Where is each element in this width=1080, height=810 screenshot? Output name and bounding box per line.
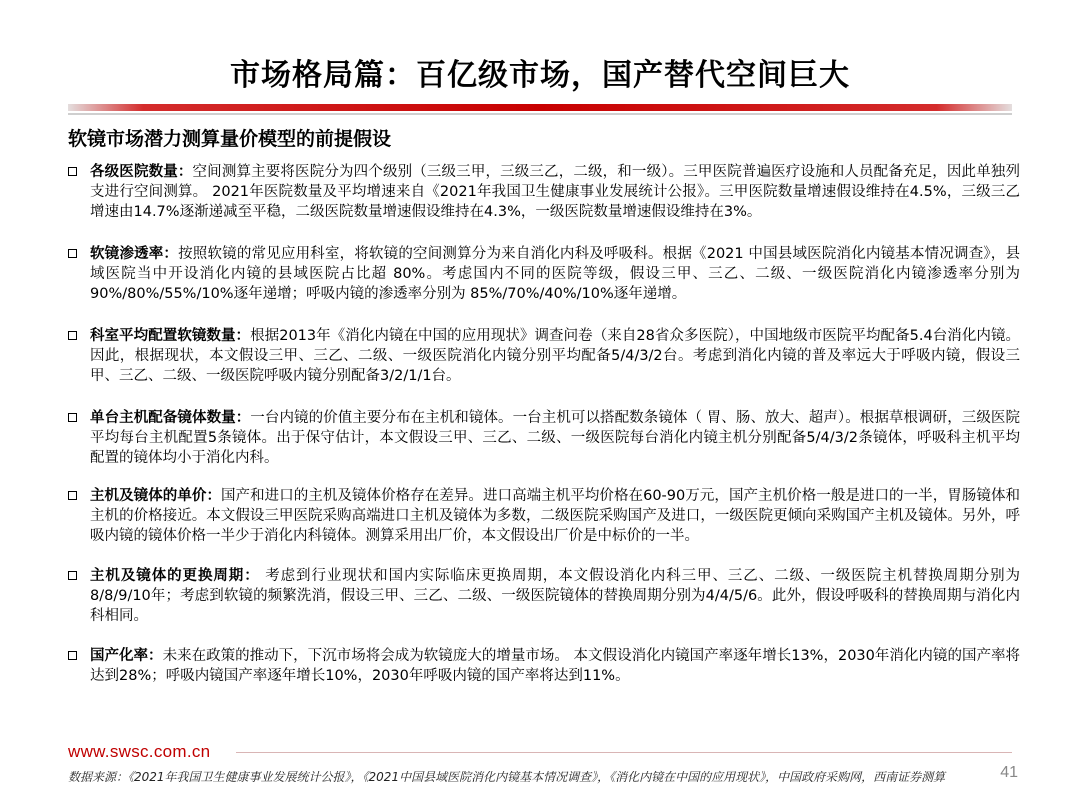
title-divider-grey	[68, 113, 1012, 115]
footer-divider	[236, 752, 1012, 753]
assumption-scope-count	[68, 326, 1020, 386]
item-heading: 科室平均配置软镜数量：	[90, 328, 251, 344]
assumption-unit-price	[68, 486, 1020, 546]
item-heading: 软镜渗透率：	[90, 246, 179, 262]
footer-website-link[interactable]: www.swsc.com.cn	[68, 742, 211, 761]
assumption-replacement-cycle	[68, 566, 1020, 626]
footer-data-source: 数据来源：《2021年我国卫生健康事业发展统计公报》，《2021中国县域医院消化内镜基本情况调查》，《消化内镜在中国的应用现状》，中国政府采购网，西南证券测算	[68, 770, 946, 784]
checkbox-bullet-icon	[68, 249, 77, 258]
assumption-scopes-per-host	[68, 408, 1020, 468]
section-subtitle: 软镜市场潜力测算量价模型的前提假设	[68, 128, 392, 150]
item-text: 根据2013年《消化内镜在中国的应用现状》调查问卷（来自28省众多医院），中国地级市医院平均配备5.4台消化内镜。因此，根据现状，本文假设三甲、三乙、二级、一级医院消化内镜分别平均配备5/4/3/2台。考虑到消化内镜的普及率远大于呼吸内镜，假设三甲、三乙、二级、一级医院呼吸内镜分别配备3/2/1/1台。	[90, 328, 1020, 384]
page-title: 市场格局篇：百亿级市场，国产替代空间巨大	[230, 58, 850, 93]
item-text: 国产和进口的主机及镜体价格存在差异。进口高端主机平均价格在60-90万元，国产主机价格一般是进口的一半，胃肠镜体和主机的价格接近。本文假设三甲医院采购高端进口主机及镜体为多数，二级医院采购国产及进口，一级医院更倾向采购国产主机及镜体。另外，呼吸内镜的镜体价格一半少于消化内科镜体。测算采用出厂价，本文假设出厂价是中标价的一半。	[90, 488, 1020, 544]
checkbox-bullet-icon	[68, 331, 77, 340]
item-heading: 主机及镜体的更换周期：	[90, 568, 260, 584]
title-divider-red	[68, 104, 1012, 111]
checkbox-bullet-icon	[68, 491, 77, 500]
item-heading: 单台主机配备镜体数量：	[90, 410, 251, 426]
item-heading: 国产化率：	[90, 648, 163, 664]
item-text: 一台内镜的价值主要分布在主机和镜体。一台主机可以搭配数条镜体（ 胃、肠、放大、超声）。根据草根调研，三级医院平均每台主机配置5条镜体。出于保守估计，本文假设三甲、三乙、二级、一级医院每台消化内镜主机分别配备5/4/3/2条镜体，呼吸科主机平均配置的镜体均小于消化内科。	[90, 410, 1020, 466]
item-heading: 各级医院数量：	[90, 164, 193, 180]
item-text: 空间测算主要将医院分为四个级别（三级三甲，三级三乙，二级，和一级）。三甲医院普遍医疗设施和人员配备充足，因此单独列支进行空间测算。 2021年医院数量及平均增速来自《2021年我国卫生健康事业发展统计公报》。三甲医院数量增速假设维持在4.5%，三级三乙增速由14.7%逐渐递减至平稳，二级医院数量增速假设维持在4.3%，一级医院数量增速假设维持在3%。	[90, 164, 1020, 220]
assumption-hospital-count	[68, 162, 1020, 222]
checkbox-bullet-icon	[68, 167, 77, 176]
checkbox-bullet-icon	[68, 413, 77, 422]
checkbox-bullet-icon	[68, 651, 77, 660]
item-text: 未来在政策的推动下，下沉市场将会成为软镜庞大的增量市场。 本文假设消化内镜国产率逐年增长13%，2030年消化内镜的国产率将达到28%；呼吸内镜国产率逐年增长10%，2030年呼吸内镜的国产率将达到11%。	[90, 648, 1020, 684]
assumption-list	[68, 162, 1020, 686]
item-text: 按照软镜的常见应用科室，将软镜的空间测算分为来自消化内科及呼吸科。根据《2021 中国县域医院消化内镜基本情况调查》，县域医院当中开设消化内镜的县域医院占比超 80%。考虑国内不同的医院等级，假设三甲、三乙、二级、一级医院消化内镜渗透率分别为90%/80%/55%/10%逐年递增；呼吸内镜的渗透率分别为 85%/70%/40%/10%逐年递增。	[90, 246, 1020, 302]
item-text: 考虑到行业现状和国内实际临床更换周期，本文假设消化内科三甲、三乙、二级、一级医院主机替换周期分别为8/8/9/10年；考虑到软镜的频繁洗消，假设三甲、三乙、二级、一级医院镜体的替换周期分别为4/4/5/6。此外，假设呼吸科的替换周期与消化内科相同。	[90, 568, 1020, 624]
assumption-localization-rate	[68, 646, 1020, 686]
assumption-penetration-rate	[68, 244, 1020, 304]
page-number: 41	[1000, 764, 1018, 781]
checkbox-bullet-icon	[68, 571, 77, 580]
item-heading: 主机及镜体的单价：	[90, 488, 221, 504]
